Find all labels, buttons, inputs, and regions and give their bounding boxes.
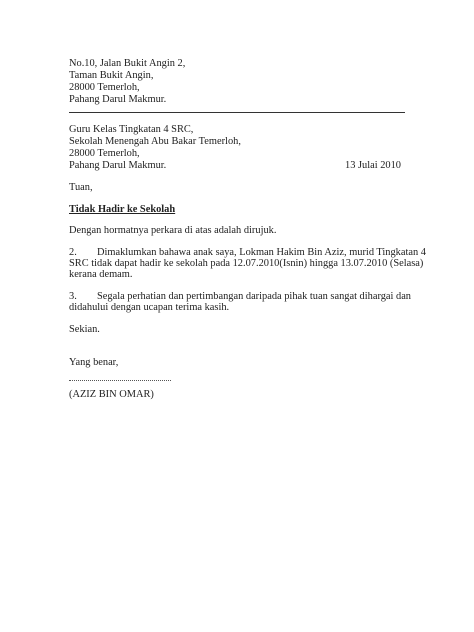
- opening-paragraph: Dengan hormatnya perkara di atas adalah dirujuk.: [69, 225, 277, 236]
- signatory-name: (AZIZ BIN OMAR): [69, 389, 154, 400]
- recipient-address-line: Guru Kelas Tingkatan 4 SRC,: [69, 124, 194, 135]
- paragraph-line: SRC tidak dapat hadir ke sekolah pada 12.07.2010(Isnin) hingga 13.07.2010 (Selasa): [69, 258, 424, 269]
- sender-address-line: Pahang Darul Makmur.: [69, 94, 167, 105]
- paragraph-line: Segala perhatian dan pertimbangan daripada pihak tuan sangat dihargai dan: [97, 291, 412, 302]
- divider-line: [69, 112, 405, 113]
- sender-address-line: No.10, Jalan Bukit Angin 2,: [69, 58, 186, 69]
- recipient-address-line: Pahang Darul Makmur.: [69, 160, 167, 171]
- recipient-address-line: Sekolah Menengah Abu Bakar Temerloh,: [69, 136, 241, 147]
- subject-heading: Tidak Hadir ke Sekolah: [69, 204, 176, 215]
- closing-text: Sekian.: [69, 324, 100, 335]
- paragraph-number: 3.: [69, 291, 77, 302]
- salutation: Tuan,: [69, 182, 93, 193]
- paragraph-line: didahului dengan ucapan terima kasih.: [69, 302, 230, 313]
- sender-address-line: Taman Bukit Angin,: [69, 70, 154, 81]
- paragraph-line: Dimaklumkan bahawa anak saya, Lokman Hakim Bin Aziz, murid Tingkatan 4: [97, 247, 426, 258]
- letter-date: 13 Julai 2010: [345, 160, 401, 171]
- paragraph-number: 2.: [69, 247, 77, 258]
- signature-line: [69, 380, 171, 381]
- sender-address-line: 28000 Temerloh,: [69, 82, 140, 93]
- recipient-address-line: 28000 Temerloh,: [69, 148, 140, 159]
- paragraph-line: kerana demam.: [69, 269, 133, 280]
- sign-off: Yang benar,: [69, 357, 119, 368]
